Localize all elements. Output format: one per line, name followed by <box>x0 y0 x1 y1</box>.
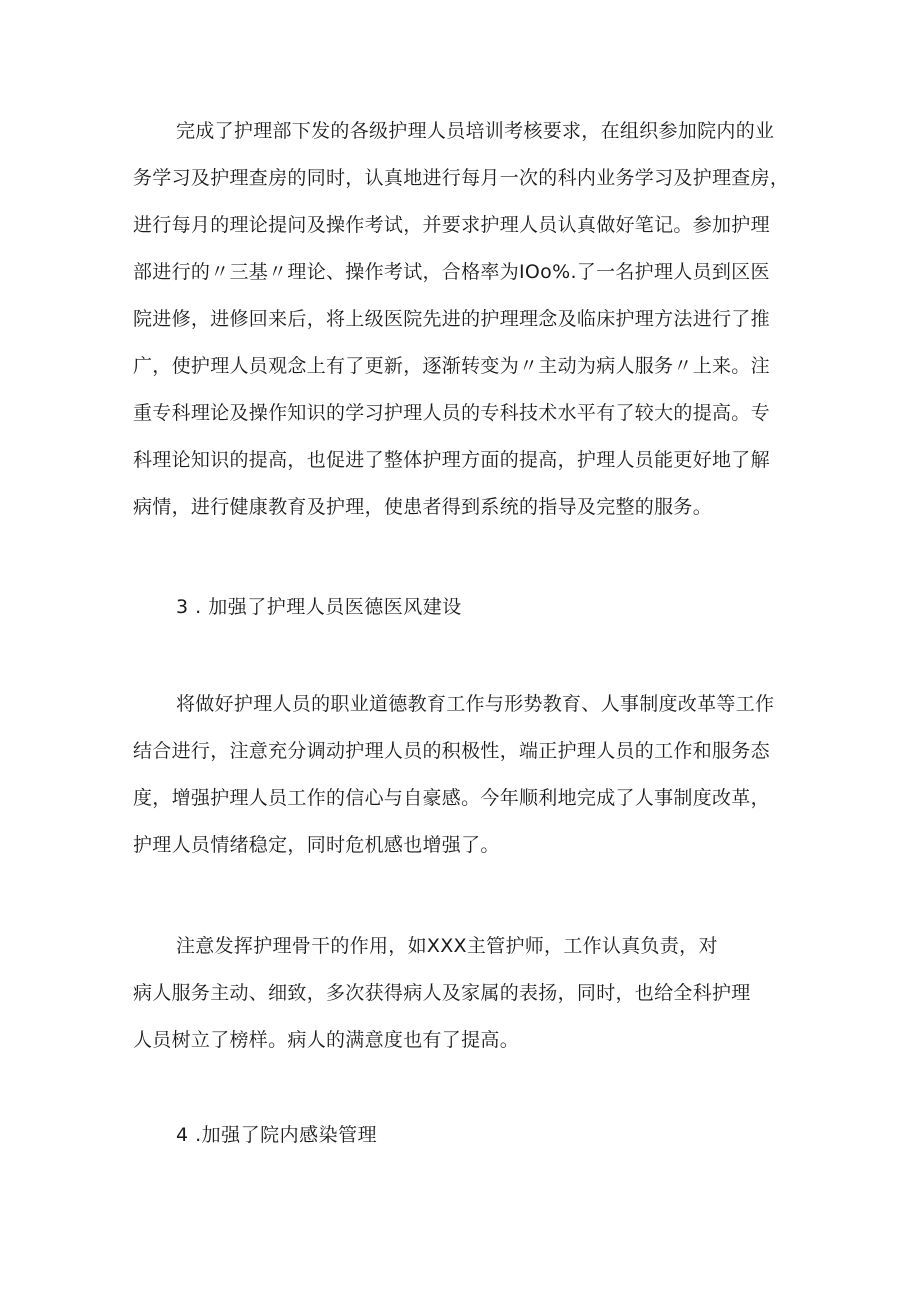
paragraph-3-line-3: 人员树立了榜样。病人的满意度也有了提高。 <box>133 1029 520 1051</box>
paragraph-1-line-3: 进行每月的理论提问及操作考试，并要求护理人员认真做好笔记。参加护理 <box>133 214 770 236</box>
paragraph-1-line-9: 病情，进行健康教育及护理，使患者得到系统的指导及完整的服务。 <box>133 496 713 518</box>
paragraph-1-line-2: 务学习及护理查房的同时，认真地进行每月一次的科内业务学习及护理查房， <box>133 167 790 189</box>
section-heading-4: 4 .加强了院内感染管理 <box>176 1124 378 1146</box>
paragraph-3-line-1: 注意发挥护理骨干的作用，如XXX主管护师，工作认真负责，对 <box>176 935 718 957</box>
paragraph-1-line-4: 部进行的〃三基〃理论、操作考试，合格率为IOo%.了一名护理人员到区医 <box>133 261 770 283</box>
paragraph-1-line-5: 院进修，进修回来后，将上级医院先进的护理理念及临床护理方法进行了推 <box>133 308 770 330</box>
paragraph-1-line-7: 重专科理论及操作知识的学习护理人员的专科技术水平有了较大的提高。专 <box>133 402 770 424</box>
paragraph-1-line-1: 完成了护理部下发的各级护理人员培训考核要求，在组织参加院内的业 <box>176 120 775 142</box>
paragraph-2-line-3: 度，增强护理人员工作的信心与自豪感。今年顺利地完成了人事制度改革， <box>133 787 770 809</box>
paragraph-2-line-2: 结合进行，注意充分调动护理人员的积极性，端正护理人员的工作和服务态 <box>133 740 770 762</box>
section-heading-3: 3 . 加强了护理人员医德医风建设 <box>176 596 462 618</box>
paragraph-2-line-4: 护理人员情绪稳定，同时危机感也增强了。 <box>133 834 500 856</box>
paragraph-1-line-8: 科理论知识的提高，也促进了整体护理方面的提高，护理人员能更好地了解 <box>133 449 770 471</box>
paragraph-3-line-2: 病人服务主动、细致，多次获得病人及家属的表扬，同时，也给全科护理 <box>133 982 751 1004</box>
paragraph-1-line-6: 广，使护理人员观念上有了更新，逐渐转变为〃主动为病人服务〃上来。注 <box>133 355 770 377</box>
paragraph-2-line-1: 将做好护理人员的职业道德教育工作与形势教育、人事制度改革等工作 <box>176 693 775 715</box>
